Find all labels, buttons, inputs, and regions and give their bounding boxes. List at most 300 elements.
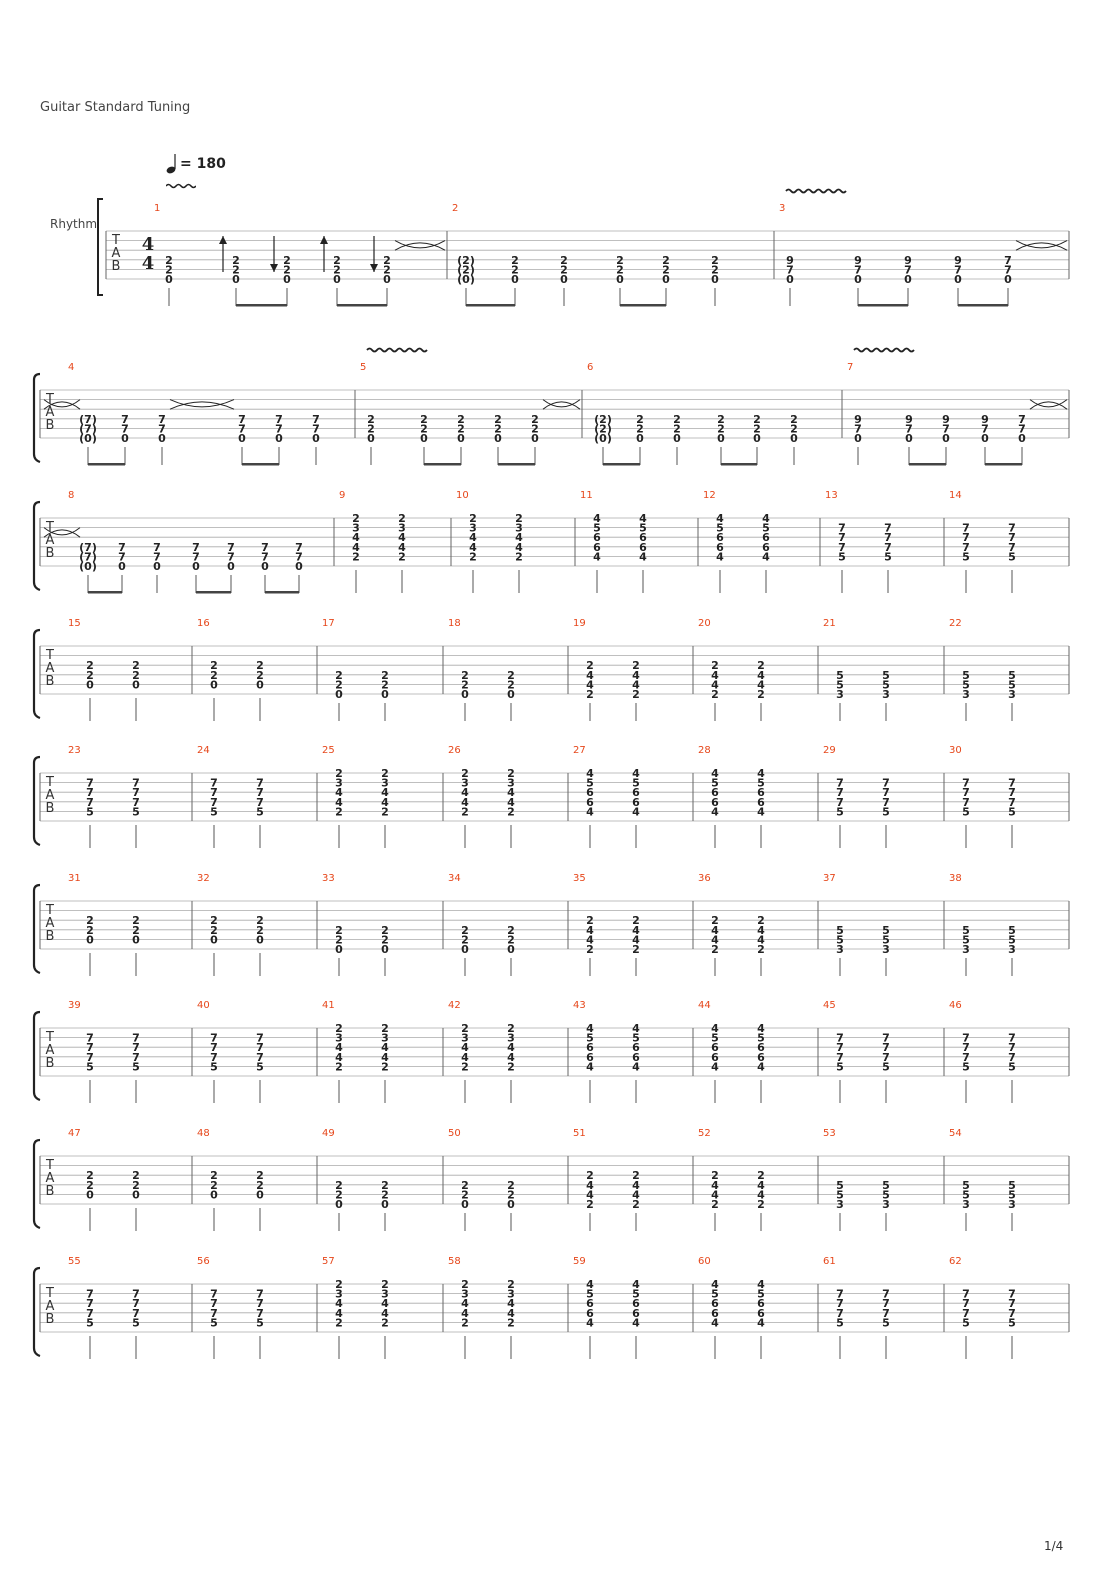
fret-number: 6 [757, 795, 765, 809]
beat [711, 914, 719, 976]
fret-number: 7 [836, 786, 844, 800]
fret-number: 2 [461, 668, 469, 682]
fret-number: 4 [335, 786, 343, 800]
fret-number: 2 [507, 1188, 515, 1202]
measure-number: 24 [197, 745, 210, 756]
fret-number: 2 [283, 263, 291, 277]
fret-number: 4 [711, 1022, 719, 1035]
fret-number: 4 [469, 531, 477, 545]
fret-number: 5 [882, 678, 890, 692]
tab-system [34, 873, 1069, 976]
fret-number: 4 [711, 767, 719, 780]
tab-letter: T [46, 392, 54, 407]
fret-number: 4 [632, 1316, 640, 1330]
fret-number: 5 [210, 805, 218, 819]
fret-number: 0 [507, 1198, 515, 1211]
tab-letter: B [45, 546, 55, 561]
fret-number: 2 [381, 1316, 389, 1330]
beat [461, 1278, 469, 1359]
beat [381, 924, 389, 976]
beat [210, 659, 218, 721]
fret-number: 0 [275, 432, 283, 445]
fret-number: 5 [882, 923, 890, 937]
fret-number: 0 [381, 943, 389, 956]
fret-number: 5 [962, 1060, 970, 1074]
fret-number: 6 [757, 1306, 765, 1320]
fret-number: 4 [461, 1050, 469, 1064]
fret-number: 0 [210, 933, 218, 947]
beat [662, 254, 670, 306]
fret-number: 2 [381, 1022, 389, 1035]
fret-number: (0) [79, 560, 97, 573]
fret-number: 3 [461, 1031, 469, 1045]
beat [586, 1278, 594, 1359]
fret-number: 2 [586, 914, 594, 928]
fret-number: 0 [335, 688, 343, 701]
fret-number: 2 [636, 412, 644, 426]
fret-number: 2 [381, 1178, 389, 1192]
fret-number: 7 [962, 795, 970, 809]
fret-number: 5 [711, 1031, 719, 1045]
beat [507, 767, 515, 848]
fret-number: 0 [717, 432, 725, 445]
fret-number: 4 [352, 531, 360, 545]
fret-number: 2 [461, 933, 469, 947]
fret-number: 0 [420, 432, 428, 445]
fret-number: 3 [882, 943, 890, 956]
measure [192, 873, 264, 976]
fret-number: 3 [381, 1031, 389, 1045]
fret-number: 2 [256, 914, 264, 928]
beat [882, 669, 890, 721]
beat [632, 1022, 640, 1103]
beat [711, 1169, 719, 1231]
measure [818, 745, 890, 848]
fret-number: 7 [838, 540, 846, 554]
beat [457, 254, 475, 306]
fret-number: 7 [1008, 786, 1016, 800]
fret-number: 7 [904, 263, 912, 277]
measure [693, 745, 765, 848]
fret-number: 5 [593, 521, 601, 535]
fret-number: 4 [381, 1041, 389, 1055]
fret-number: 5 [1008, 668, 1016, 682]
beat [942, 413, 950, 465]
measure [443, 1256, 515, 1359]
tab-letter: A [111, 246, 121, 261]
fret-number: 2 [383, 253, 391, 267]
beat [457, 413, 465, 465]
fret-number: 7 [86, 1306, 94, 1320]
fret-number: 4 [586, 933, 594, 947]
measure [443, 1128, 515, 1231]
fret-number: (0) [457, 273, 475, 286]
fret-number: 3 [1008, 688, 1016, 701]
beat [836, 1288, 844, 1359]
fret-number: 5 [836, 1188, 844, 1202]
measure-number: 9 [339, 490, 346, 501]
fret-number: 5 [962, 923, 970, 937]
beat [515, 512, 523, 593]
beat [673, 413, 681, 465]
measure-number: 37 [823, 873, 836, 884]
fret-number: 3 [381, 1287, 389, 1301]
fret-number: 7 [295, 540, 303, 554]
fret-number: 0 [942, 432, 950, 445]
fret-number: 7 [962, 1306, 970, 1320]
beat [753, 413, 761, 465]
fret-number: 7 [854, 263, 862, 277]
fret-number: 5 [836, 668, 844, 682]
fret-number: 5 [1008, 805, 1016, 819]
measure-number: 53 [823, 1128, 836, 1139]
fret-number: 7 [884, 521, 892, 535]
fret-number: 5 [962, 668, 970, 682]
measure-number: 8 [68, 490, 75, 501]
fret-number: 7 [1018, 422, 1026, 436]
fret-number: 2 [86, 914, 94, 928]
beam [721, 463, 757, 466]
beat [335, 924, 343, 976]
fret-number: 6 [757, 1050, 765, 1064]
beat [838, 522, 846, 593]
downstroke-arrow-icon [270, 264, 278, 272]
beat [836, 924, 844, 976]
fret-number: 0 [367, 432, 375, 445]
beat [762, 512, 770, 593]
fret-number: 4 [716, 550, 724, 564]
measure [693, 873, 765, 976]
measure-number: 29 [823, 745, 836, 756]
fret-number: 5 [1008, 1316, 1016, 1330]
fret-number: 6 [632, 1306, 640, 1320]
measure-number: 35 [573, 873, 586, 884]
fret-number: 7 [210, 795, 218, 809]
fret-number: 3 [352, 521, 360, 535]
measure-number: 13 [825, 490, 838, 501]
fret-number: 4 [381, 786, 389, 800]
fret-number: 9 [854, 412, 862, 426]
fret-number: 3 [962, 1198, 970, 1211]
measure [68, 873, 140, 976]
beat [461, 924, 469, 976]
beat [238, 413, 246, 465]
fret-number: 4 [757, 767, 765, 780]
fret-number: 0 [383, 273, 391, 286]
fret-number: 7 [238, 422, 246, 436]
fret-number: 3 [335, 1287, 343, 1301]
fret-number: 3 [962, 943, 970, 956]
beat [757, 914, 765, 976]
fret-number: 2 [420, 422, 428, 436]
measure [944, 1000, 1016, 1103]
fret-number: 7 [312, 422, 320, 436]
beat [210, 1032, 218, 1103]
fret-number: 2 [132, 923, 140, 937]
beam [909, 463, 946, 466]
beat [1008, 669, 1016, 721]
fret-number: 2 [420, 412, 428, 426]
fret-number: 2 [165, 253, 173, 267]
fret-number: 5 [838, 550, 846, 564]
beam [498, 463, 535, 466]
fret-number: 6 [762, 531, 770, 545]
fret-number: 0 [210, 1188, 218, 1202]
beat [757, 1278, 765, 1359]
fret-number: 7 [1018, 412, 1026, 426]
beat [86, 914, 94, 976]
fret-number: 7 [962, 1287, 970, 1301]
measure [582, 362, 798, 466]
fret-number: 7 [962, 540, 970, 554]
beat [86, 659, 94, 721]
fret-number: 5 [762, 521, 770, 535]
beat [790, 413, 798, 465]
fret-number: 2 [461, 1022, 469, 1035]
fret-number: 3 [335, 1031, 343, 1045]
fret-number: 0 [86, 1188, 94, 1202]
beat [210, 914, 218, 976]
beat [1008, 924, 1016, 976]
fret-number: 9 [954, 253, 962, 267]
fret-number: 2 [757, 688, 765, 701]
fret-number: 2 [586, 688, 594, 701]
beat [1008, 1032, 1016, 1103]
fret-number: 2 [757, 1198, 765, 1211]
beat [381, 1278, 389, 1359]
fret-number: 7 [838, 521, 846, 535]
fret-number: 7 [1008, 1050, 1016, 1064]
fret-number: 7 [905, 422, 913, 436]
fret-number: 2 [256, 923, 264, 937]
fret-number: 4 [507, 795, 515, 809]
fret-number: 5 [836, 805, 844, 819]
measure [317, 745, 389, 848]
fret-number: 4 [586, 923, 594, 937]
measure-number: 62 [949, 1256, 962, 1267]
fret-number: 4 [711, 805, 719, 819]
tab-letter: A [45, 1299, 55, 1314]
beat [420, 413, 428, 465]
beam [337, 304, 387, 307]
beat [86, 777, 94, 848]
fret-number: 5 [757, 1287, 765, 1301]
measure-number: 36 [698, 873, 711, 884]
fret-number: 2 [165, 263, 173, 277]
fret-number: 2 [132, 659, 140, 673]
tab-letter: B [45, 418, 55, 433]
fret-number: 0 [153, 560, 161, 573]
fret-number: 6 [639, 531, 647, 545]
fret-number: 6 [639, 540, 647, 554]
fret-number: 5 [586, 1031, 594, 1045]
fret-number: 3 [507, 1287, 515, 1301]
fret-number: (0) [594, 432, 612, 445]
fret-number: 7 [86, 1050, 94, 1064]
fret-number: 4 [381, 1297, 389, 1311]
beat [711, 659, 719, 721]
fret-number: 6 [711, 795, 719, 809]
fret-number: 0 [312, 432, 320, 445]
fret-number: 7 [882, 1306, 890, 1320]
fret-number: 2 [636, 422, 644, 436]
fret-number: 4 [762, 512, 770, 525]
fret-number: 2 [673, 412, 681, 426]
measure [317, 873, 389, 976]
beat [716, 512, 724, 593]
fret-number: 6 [586, 1297, 594, 1311]
fret-number: 2 [531, 422, 539, 436]
fret-number: 2 [398, 550, 406, 564]
fret-number: 4 [335, 1306, 343, 1320]
fret-number: 4 [711, 1060, 719, 1074]
fret-number: 7 [836, 1041, 844, 1055]
fret-number: 0 [662, 273, 670, 286]
fret-number: 4 [757, 1060, 765, 1074]
fret-number: 6 [711, 1050, 719, 1064]
fret-number: 4 [632, 1188, 640, 1202]
fret-number: 4 [381, 1306, 389, 1320]
measure-number: 11 [580, 490, 593, 501]
fret-number: 5 [210, 1060, 218, 1074]
fret-number: 4 [593, 512, 601, 525]
measure [192, 745, 264, 848]
fret-number: 2 [367, 412, 375, 426]
beat [121, 413, 129, 465]
measure [44, 490, 303, 594]
fret-number: 4 [632, 1278, 640, 1291]
fret-number: 2 [790, 422, 798, 436]
fret-number: (2) [457, 253, 475, 267]
fret-number: 9 [905, 412, 913, 426]
fret-number: 7 [962, 531, 970, 545]
fret-number: 7 [256, 776, 264, 790]
fret-number: 7 [962, 776, 970, 790]
measure-number: 4 [68, 362, 75, 373]
fret-number: 7 [158, 412, 166, 426]
beam [958, 304, 1008, 307]
fret-number: 7 [86, 1031, 94, 1045]
tab-letter: T [46, 775, 54, 790]
fret-number: 0 [511, 273, 519, 286]
fret-number: 7 [1004, 263, 1012, 277]
measure-number: 57 [322, 1256, 335, 1267]
vibrato-mark [367, 349, 427, 352]
fret-number: 2 [461, 767, 469, 780]
fret-number: 4 [586, 1316, 594, 1330]
beat [962, 669, 970, 721]
beat [531, 413, 539, 465]
beam [620, 304, 666, 307]
beat [335, 1278, 343, 1359]
beat [165, 254, 173, 306]
fret-number: 2 [381, 678, 389, 692]
fret-number: 4 [335, 1050, 343, 1064]
fret-number: 0 [507, 943, 515, 956]
measure-number: 41 [322, 1000, 335, 1011]
staff-bracket [98, 199, 103, 295]
measure [68, 1000, 140, 1103]
fret-number: 0 [461, 1198, 469, 1211]
beat [210, 1288, 218, 1359]
fret-number: (7) [79, 540, 97, 554]
fret-number: 0 [854, 273, 862, 286]
fret-number: 7 [227, 540, 235, 554]
fret-number: 0 [904, 273, 912, 286]
downstroke-arrow-icon [370, 264, 378, 272]
fret-number: 6 [716, 540, 724, 554]
beat [586, 767, 594, 848]
fret-number: 4 [469, 540, 477, 554]
fret-number: 6 [593, 540, 601, 554]
fret-number: 7 [210, 776, 218, 790]
beat [586, 1022, 594, 1103]
fret-number: 6 [757, 786, 765, 800]
tab-letter: T [46, 648, 54, 663]
measure-number: 55 [68, 1256, 81, 1267]
measure [774, 190, 1067, 307]
fret-number: 5 [882, 1188, 890, 1202]
measure [443, 618, 515, 721]
fret-number: 0 [954, 273, 962, 286]
tab-letter: T [46, 1030, 54, 1045]
fret-number: 4 [507, 786, 515, 800]
beat [86, 1032, 94, 1103]
fret-number: 2 [381, 923, 389, 937]
fret-number: 4 [507, 1050, 515, 1064]
fret-number: 2 [86, 1169, 94, 1183]
fret-number: 5 [836, 1316, 844, 1330]
measure-number: 52 [698, 1128, 711, 1139]
fret-number: 2 [757, 914, 765, 928]
beat [593, 512, 601, 593]
beat [461, 767, 469, 848]
beat [256, 659, 264, 721]
fret-number: 5 [632, 1031, 640, 1045]
beam [236, 304, 287, 307]
fret-number: 4 [586, 678, 594, 692]
measure-number: 56 [197, 1256, 210, 1267]
fret-number: 3 [962, 688, 970, 701]
fret-number: 0 [461, 688, 469, 701]
fret-number: 9 [981, 412, 989, 426]
fret-number: 4 [632, 805, 640, 819]
fret-number: 2 [256, 668, 264, 682]
fret-number: 2 [333, 263, 341, 277]
fret-number: 4 [586, 668, 594, 682]
fret-number: 3 [507, 1031, 515, 1045]
fret-number: 2 [632, 943, 640, 956]
fret-number: 7 [256, 1041, 264, 1055]
measure [693, 1000, 765, 1103]
beat [586, 1169, 594, 1231]
fret-number: 7 [192, 550, 200, 564]
beat [256, 1288, 264, 1359]
fret-number: 5 [836, 1060, 844, 1074]
fret-number: 4 [632, 767, 640, 780]
measure-number: 32 [197, 873, 210, 884]
beat [586, 914, 594, 976]
beat [560, 254, 568, 306]
measure [693, 1128, 765, 1231]
beat [270, 236, 291, 306]
fret-number: 0 [132, 933, 140, 947]
measure-number: 58 [448, 1256, 461, 1267]
fret-number: 6 [586, 1306, 594, 1320]
fret-number: 2 [335, 1316, 343, 1330]
beat [639, 512, 647, 593]
fret-number: 0 [790, 432, 798, 445]
